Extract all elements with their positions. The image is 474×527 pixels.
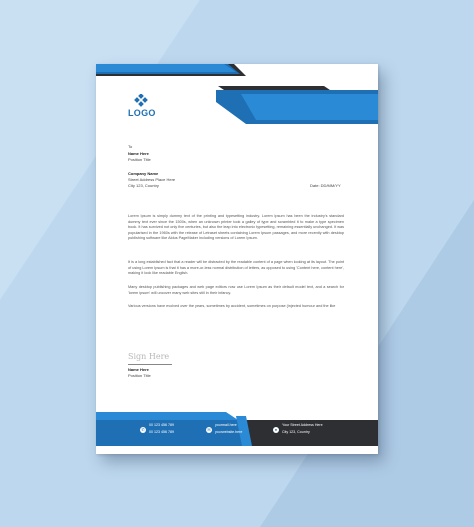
footer-street: Your Street Address Here	[282, 423, 323, 427]
footer-website[interactable]: yourwebsite.here	[215, 430, 243, 434]
footer-email[interactable]: yourmail.here	[215, 423, 237, 427]
diamond-logo-icon	[134, 94, 148, 108]
phone-icon: ✆	[141, 427, 145, 432]
logo-text: LOGO	[128, 108, 156, 118]
letter-date: Date: DD/MM/YY	[310, 183, 341, 188]
body-paragraph-2: It is a long established fact that a reader will be distracted by the readable content of a page when looking at its layout. The point of using Lorem Ipsum is that it has a more-or-less normal distribution of letters, as opposed to using 'Content here, content here', making it look like readable English.	[128, 260, 344, 276]
recipient-position: Position Title	[128, 157, 151, 162]
signer-name: Name Here	[128, 367, 149, 372]
signer-position: Position Title	[128, 373, 151, 378]
footer-phone-2: 00 123 456 789	[149, 430, 174, 434]
location-pin-icon: ●	[274, 427, 278, 432]
body-paragraph-3: Many desktop publishing packages and web page editors now use Lorem Ipsum as their default model text, and a search for 'lorem ipsum' will uncover many web sites still in their infancy.	[128, 285, 344, 295]
company-name: Company Name	[128, 171, 159, 176]
footer-city: City 123, Country	[282, 430, 310, 434]
letterhead-page	[96, 64, 378, 454]
company-city: City 123, Country	[128, 183, 159, 188]
recipient-name: Name Here	[128, 151, 149, 156]
recipient-to: To	[128, 144, 133, 149]
body-paragraph-1: Lorem Ipsum is simply dummy text of the printing and typesetting industry. Lorem Ipsum has been the industry's standard dummy text ever since the 1500s, when an unknown printer took a galley of type and scrambled it to make a type specimen book. It has survived not only five centuries, but also the leap into electronic typesetting, remaining essentially unchanged. It was popularised in the 1960s with the release of Letraset sheets containing Lorem Ipsum passages, and more recently with desktop publishing software like Aldus PageMaker including versions of Lorem Ipsum.	[128, 214, 344, 241]
signature: Sign Here	[128, 352, 170, 361]
email-icon: ✉	[207, 427, 211, 432]
company-address: Street Address Place Here	[128, 177, 176, 182]
body-paragraph-4: Various versions have evolved over the years, sometimes by accident, sometimes on purpose (injected humour and the like	[128, 304, 336, 308]
signature-line	[128, 364, 172, 365]
footer-phone-1: 00 123 456 789	[149, 423, 174, 427]
